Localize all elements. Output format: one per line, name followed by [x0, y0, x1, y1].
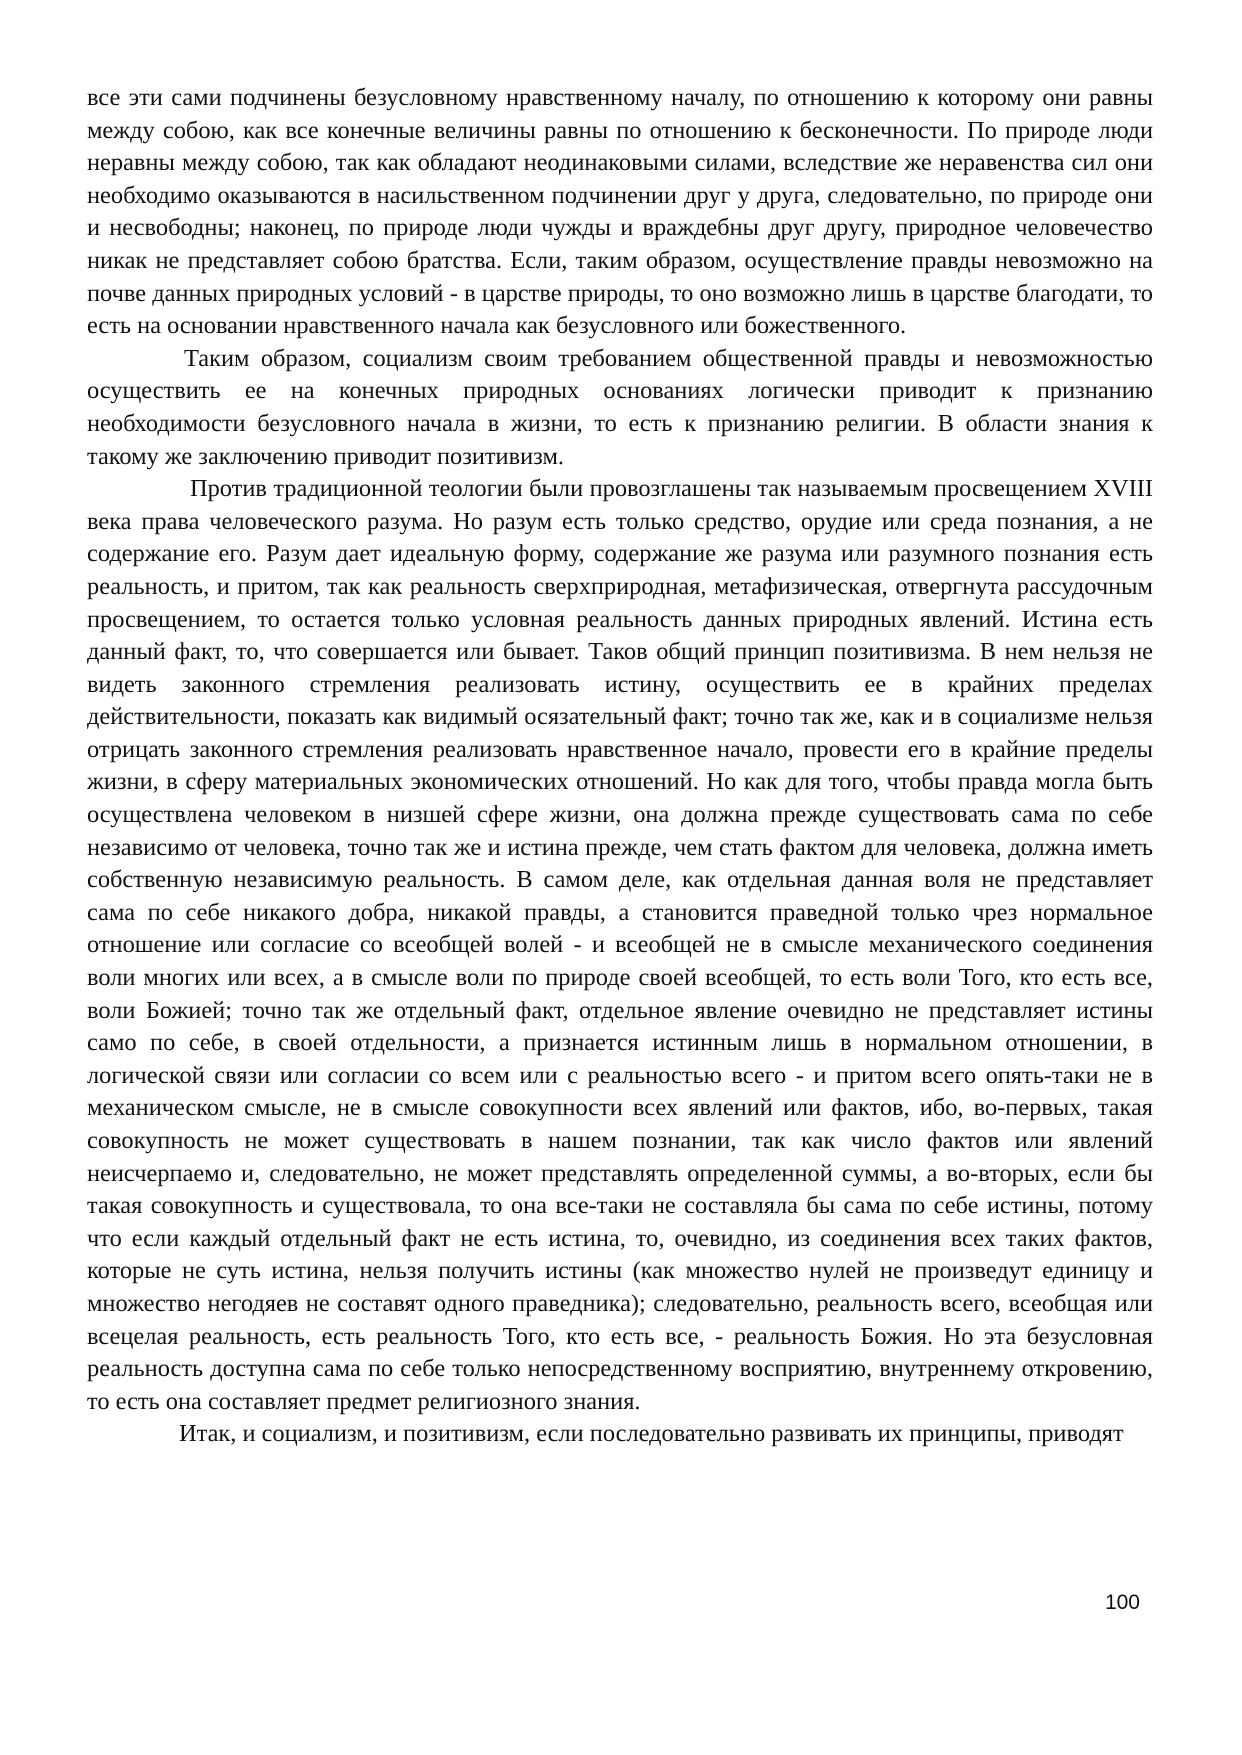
paragraph-4: Итак, и социализм, и позитивизм, если последовательно развивать их принципы, приводят: [179, 1420, 1124, 1448]
page-number: 100: [1104, 1591, 1140, 1614]
paragraph-3: Против традиционной теологии были провозглашены так называемым просвещением XVIII века права человеческого разума. Но разум есть только средство, орудие или среда познания, а не содержание его. Разум дает идеальную форму, содержание же разума или разумного познания есть реальность, и притом, так как реальность сверхприродная, метафизическая, отвергнута рассудочным просвещением, то остается только условная реальность данных природных явлений. Истина есть данный факт, то, что совершается или бывает. Таков общий принцип позитивизма. В нем нельзя не видеть законного стремления реализовать истину, осуществить ее в крайних пределах действительности, показать как видимый осязательный факт; точно так же, как и в социализме нельзя отрицать законного стремления реализовать нравственное начало, провести его в крайние пределы жизни, в сферу материальных экономических отношений. Но как для того, чтобы правда могла быть осуществлена человеком в низшей сфере жизни, она должна прежде существовать сама по себе независимо от человека, точно так же и истина прежде, чем стать фактом для человека, должна иметь собственную независимую реальность. В самом деле, как отдельная данная воля не представляет сама по себе никакого добра, никакой правды, а становится праведной только чрез нормальное отношение или согласие со всеобщей волей - и всеобщей не в смысле механического соединения воли многих или всех, а в смысле воли по природе своей всеобщей, то есть воли Того, кто есть все, воли Божией; точно так же отдельный факт, отдельное явление очевидно не представляет истины само по себе, в своей отдельности, а признается истинным лишь в нормальном отношении, в логической связи или согласии со всем или с реальностью всего - и притом всего опять-таки не в механическом смысле, не в смысле совокупности всех явлений или фактов, ибо, во-первых, такая совокупность не может существовать в нашем познании, так как число фактов или явлений неисчерпаемо и, следовательно, не может представлять определенной суммы, а во-вторых, если бы такая совокупность и существовала, то она все-таки не составляла бы сама по себе истины, потому что если каждый отдельный факт не есть истина, то, очевидно, из соединения всех таких фактов, которые не суть истина, нельзя получить истины (как множество нулей не произведут единицу и множество негодяев не составят одного праведника); следовательно, реальность всего, всеобщая или всецелая реальность, есть реальность Того, кто есть все, - реальность Божия. Но эта безусловная реальность доступна сама по себе только непосредственному восприятию, внутреннему откровению, то есть она составляет предмет религиозного знания.: [87, 475, 1153, 1415]
paragraph-1: все эти сами подчинены безусловному нравственному началу, по отношению к которому они равны между собою, как все конечные величины равны по отношению к бесконечности. По природе люди неравны между собою, так как обладают неодинаковыми силами, вследствие же неравенства сил они необходимо оказываются в насильственном подчинении друг у друга, следовательно, по природе они и несвободны; наконец, по природе люди чужды и враждебны друг другу, природное человечество никак не представляет собою братства. Если, таким образом, осуществление правды невозможно на почве данных природных условий - в царстве природы, то оно возможно лишь в царстве благодати, то есть на основании нравственного начала как безусловного или божественного.: [87, 84, 1153, 340]
paragraph-2: Таким образом, социализм своим требованием общественной правды и невозможностью осуществить ее на конечных природных основаниях логически приводит к признанию необходимости безусловного начала в жизни, то есть к признанию религии. В области знания к такому же заключению приводит позитивизм.: [87, 344, 1153, 470]
document-page: [87, 82, 1153, 1451]
